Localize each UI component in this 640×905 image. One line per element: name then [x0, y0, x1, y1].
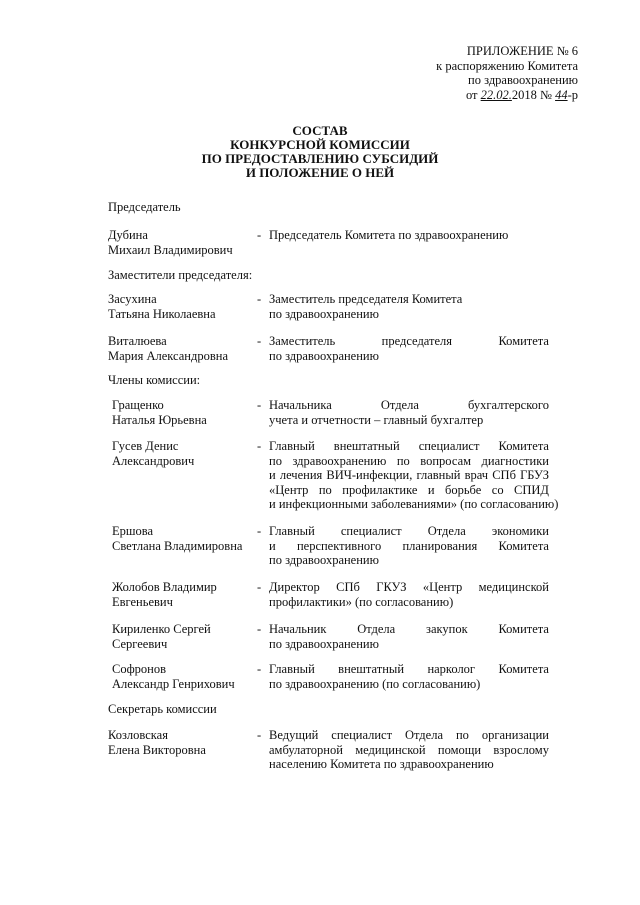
- appendix-date-line: [318, 88, 578, 103]
- member-name: Гусев Денис Александрович: [112, 439, 195, 468]
- dash-separator: -: [257, 524, 262, 538]
- section-secretary: Секретарь комиссии: [108, 702, 217, 716]
- member-position: Начальника Отдела бухгалтерского учета и отчетности – главный бухгалтер: [269, 398, 549, 427]
- member-position: Председатель Комитета по здравоохранению: [269, 228, 509, 242]
- section-deputies: Заместители председателя:: [108, 268, 253, 282]
- dash-separator: -: [257, 228, 262, 242]
- appendix-suffix: -р: [567, 87, 578, 102]
- dash-separator: -: [257, 728, 262, 742]
- dash-separator: -: [257, 622, 262, 636]
- dash-separator: -: [257, 580, 262, 594]
- appendix-number-handwritten: 44: [555, 87, 568, 102]
- member-position: Ведущий специалист Отдела по организации амбулаторной медицинской помощи взрослому населению Комитета по здравоохранению: [269, 728, 549, 771]
- member-position: Главный внештатный нарколог Комитета по здравоохранению (по согласованию): [269, 662, 549, 691]
- appendix-date-prefix: от: [465, 87, 478, 102]
- member-name: Кириленко Сергей Сергеевич: [112, 622, 211, 651]
- section-members: Члены комиссии:: [108, 373, 201, 387]
- title-line-2: КОНКУРСНОЙ КОМИССИИ: [230, 137, 410, 152]
- member-position: Заместитель председателя Комитета по здравоохранению: [269, 292, 463, 321]
- dash-separator: -: [257, 662, 262, 676]
- member-position: Директор СПб ГКУЗ «Центр медицинской профилактики» (по согласованию): [269, 580, 549, 609]
- member-position: Начальник Отдела закупок Комитета по здравоохранению: [269, 622, 549, 651]
- document-title: [0, 124, 640, 180]
- member-position: Главный внештатный специалист Комитета по здравоохранению по вопросам диагностики и лечения ВИЧ-инфекции, главный врач СПб ГБУЗ «Центр по профилактике и борьбе со СПИД и инфекционными заболеваниями» (по согласованию): [269, 439, 559, 511]
- title-line-3: ПО ПРЕДОСТАВЛЕНИЮ СУБСИДИЙ: [201, 151, 439, 166]
- appendix-year: 2018 №: [511, 87, 552, 102]
- member-position: Заместитель председателя Комитета по здравоохранению: [269, 334, 549, 363]
- member-name: Засухина Татьяна Николаевна: [108, 292, 216, 321]
- appendix-order-ref: к распоряжению Комитета: [436, 58, 578, 73]
- dash-separator: -: [257, 334, 262, 348]
- member-name: Дубина Михаил Владимирович: [108, 228, 233, 257]
- member-name: Жолобов Владимир Евгеньевич: [112, 580, 217, 609]
- appendix-block: [318, 44, 578, 102]
- appendix-committee: по здравоохранению: [468, 73, 578, 87]
- dash-separator: -: [257, 439, 262, 453]
- dash-separator: -: [257, 292, 262, 306]
- title-line-4: И ПОЛОЖЕНИЕ О НЕЙ: [245, 165, 395, 180]
- appendix-date-handwritten: 22.02.: [480, 87, 512, 102]
- member-name: Ершова Светлана Владимировна: [112, 524, 243, 553]
- section-chair: Председатель: [108, 200, 181, 214]
- member-name: Виталюева Мария Александровна: [108, 334, 228, 363]
- member-name: Софронов Александр Генрихович: [112, 662, 235, 691]
- member-name: Гращенко Наталья Юрьевна: [112, 398, 207, 427]
- dash-separator: -: [257, 398, 262, 412]
- appendix-number: ПРИЛОЖЕНИЕ № 6: [466, 44, 578, 58]
- member-position: Главный специалист Отдела экономики и перспективного планирования Комитета по здравоохранению: [269, 524, 549, 567]
- title-line-1: СОСТАВ: [292, 123, 348, 138]
- member-name: Козловская Елена Викторовна: [108, 728, 206, 757]
